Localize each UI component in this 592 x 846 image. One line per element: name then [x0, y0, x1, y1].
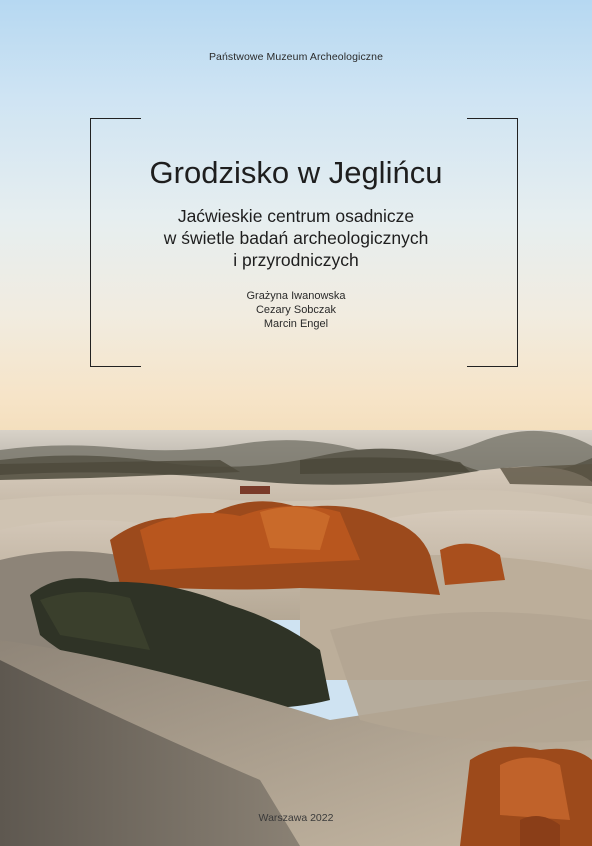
landscape-photo	[0, 420, 592, 846]
frame-corner	[91, 118, 141, 119]
subtitle-line: i przyrodniczych	[233, 250, 359, 270]
publication-place-year: Warszawa 2022	[258, 812, 334, 824]
author-name: Cezary Sobczak	[255, 304, 337, 316]
book-subtitle	[0, 205, 592, 271]
author-name: Grażyna Iwanowska	[246, 290, 346, 302]
author-list	[0, 289, 592, 331]
publisher-name: Państwowe Muzeum Archeologiczne	[208, 51, 384, 63]
subtitle-line: w świetle badań archeologicznych	[163, 228, 429, 248]
frame-corner	[91, 366, 141, 367]
author-name: Marcin Engel	[263, 318, 329, 330]
subtitle-line: Jaćwieskie centrum osadnicze	[177, 206, 415, 226]
frame-corner	[467, 118, 517, 119]
frame-corner	[467, 366, 517, 367]
book-title: Grodzisko w Jeglińcu	[149, 155, 443, 190]
